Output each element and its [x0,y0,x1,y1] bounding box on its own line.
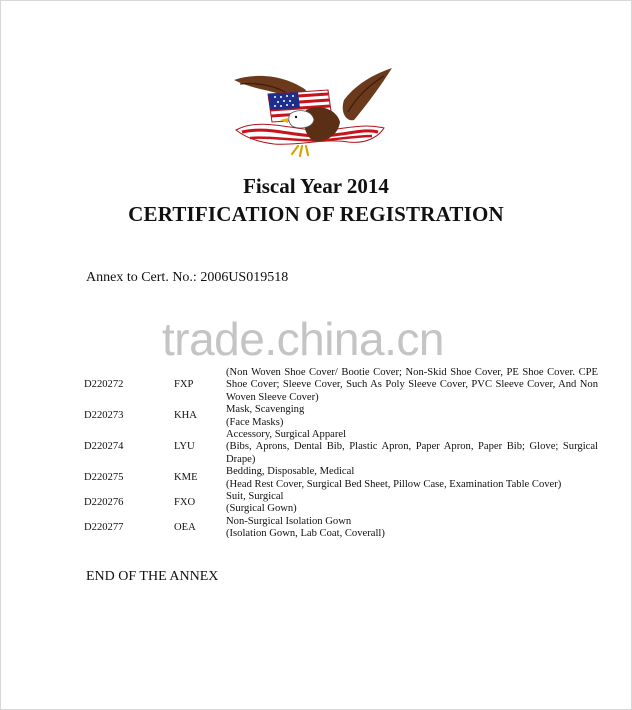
product-description [226,491,598,516]
product-description [226,466,598,491]
product-classification: KHA [174,410,197,422]
product-code: D220277 [84,522,124,534]
description-line: (Bibs, Aprons, Dental Bib, Plastic Apron, Paper Apron, Paper Bib; Glove; Surgical Drape) [226,441,598,465]
product-description [226,404,598,429]
product-description [226,516,598,541]
product-code: D220272 [84,379,124,391]
description-line: (Face Masks) [226,416,284,428]
description-line: (Non Woven Shoe Cover/ Bootie Cover; Non-Skid Shoe Cover, PE Shoe Cover. CPE Shoe Cover; Sleeve Cover, Such As Poly Sleeve Cover, PVC Sleeve Cover, And Non Woven Sleeve Cover) [226,367,598,403]
product-code: D220273 [84,410,124,422]
product-classification: FXO [174,497,196,509]
product-code: D220275 [84,472,124,484]
product-classification: LYU [174,441,195,453]
certificate-year-title: Fiscal Year 2014 [243,174,389,198]
product-classification: FXP [174,379,194,391]
registration-items-table [84,367,598,541]
eagle-flag-emblem-icon [228,64,398,164]
description-line: Non-Surgical Isolation Gown [226,515,352,527]
table-row [84,516,598,541]
annex-cert-number: Annex to Cert. No.: 2006US019518 [86,270,289,285]
description-line: (Isolation Gown, Lab Coat, Coverall) [226,528,385,540]
product-code: D220274 [84,441,124,453]
product-classification: KME [174,472,198,484]
certificate-title: CERTIFICATION OF REGISTRATION [128,202,504,226]
description-line: Suit, Surgical [226,491,284,503]
product-classification: OEA [174,522,196,534]
description-line: (Head Rest Cover, Surgical Bed Sheet, Pillow Case, Examination Table Cover) [226,478,562,490]
product-description [226,429,598,466]
description-line: (Surgical Gown) [226,503,297,515]
watermark-text: trade.china.cn [162,313,444,365]
description-line: Accessory, Surgical Apparel [226,429,347,441]
product-description [226,367,598,404]
description-line: Bedding, Disposable, Medical [226,466,355,478]
description-line: Mask, Scavenging [226,404,305,416]
table-row [84,404,598,429]
end-of-annex: END OF THE ANNEX [86,569,219,584]
product-code: D220276 [84,497,124,509]
table-row [84,367,598,404]
table-row [84,466,598,491]
table-row [84,429,598,466]
table-row [84,491,598,516]
